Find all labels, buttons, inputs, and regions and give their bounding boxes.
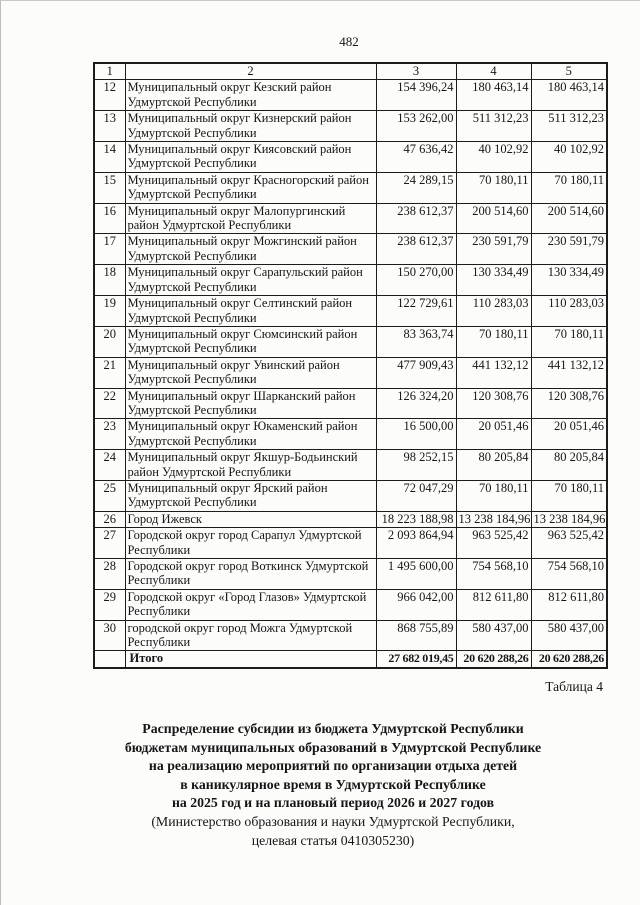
- heading-line-regular: целевая статья 0410305230): [251, 832, 415, 848]
- column-header: 4: [456, 63, 531, 80]
- budget-table: [93, 62, 608, 669]
- value-col3: 18 223 188,98: [376, 511, 456, 527]
- value-col4: 754 568,10: [456, 559, 531, 590]
- heading-line-bold: Распределение субсидии из бюджета Удмуртской Республики: [142, 721, 524, 736]
- row-number: 23: [94, 419, 125, 450]
- table-total-row: [94, 651, 607, 668]
- municipality-name: Муниципальный округ Кезский район Удмуртской Республики: [125, 80, 376, 111]
- value-col3: 153 262,00: [376, 111, 456, 142]
- table-row: [94, 528, 607, 559]
- value-col5: 80 205,84: [531, 450, 607, 481]
- row-number: 21: [94, 357, 125, 388]
- value-col4: 80 205,84: [456, 450, 531, 481]
- municipality-name: Муниципальный округ Сарапульский район Удмуртской Республики: [125, 265, 376, 296]
- column-header: 1: [94, 63, 125, 80]
- value-col4: 70 180,11: [456, 172, 531, 203]
- total-value-col4: 20 620 288,26: [456, 651, 531, 668]
- table-row: [94, 172, 607, 203]
- value-col3: 150 270,00: [376, 265, 456, 296]
- value-col5: 180 463,14: [531, 80, 607, 111]
- value-col5: 200 514,60: [531, 203, 607, 234]
- value-col5: 120 308,76: [531, 388, 607, 419]
- value-col3: 47 636,42: [376, 142, 456, 173]
- row-number: 18: [94, 265, 125, 296]
- value-col4: 230 591,79: [456, 234, 531, 265]
- heading-line-regular: (Министерство образования и науки Удмуртской Республики,: [151, 813, 515, 829]
- row-number: 29: [94, 589, 125, 620]
- value-col5: 230 591,79: [531, 234, 607, 265]
- heading-line-bold: бюджетам муниципальных образований в Удмуртской Республике: [124, 739, 542, 755]
- municipality-name: Муниципальный округ Селтинский район Удмуртской Республики: [125, 296, 376, 327]
- value-col4: 511 312,23: [456, 111, 531, 142]
- value-col4: 580 437,00: [456, 620, 531, 651]
- value-col5: 20 051,46: [531, 419, 607, 450]
- value-col5: 580 437,00: [531, 620, 607, 651]
- total-label: Итого: [125, 651, 376, 668]
- value-col5: 812 611,80: [531, 589, 607, 620]
- value-col3: 966 042,00: [376, 589, 456, 620]
- municipality-name: Городской округ город Воткинск Удмуртской Республики: [125, 559, 376, 590]
- municipality-name: Муниципальный округ Красногорский район Удмуртской Республики: [125, 172, 376, 203]
- row-number: 12: [94, 80, 125, 111]
- municipality-name: Городской округ город Сарапул Удмуртской Республики: [125, 528, 376, 559]
- table-row: [94, 419, 607, 450]
- table-row: [94, 203, 607, 234]
- total-row-empty-cell: [94, 651, 125, 668]
- row-number: 17: [94, 234, 125, 265]
- table-row: [94, 265, 607, 296]
- value-col4: 120 308,76: [456, 388, 531, 419]
- table-row: [94, 296, 607, 327]
- value-col3: 1 495 600,00: [376, 559, 456, 590]
- value-col3: 83 363,74: [376, 326, 456, 357]
- table-row: [94, 80, 607, 111]
- value-col4: 200 514,60: [456, 203, 531, 234]
- table-row: [94, 480, 607, 511]
- row-number: 28: [94, 559, 125, 590]
- row-number: 27: [94, 528, 125, 559]
- row-number: 14: [94, 142, 125, 173]
- value-col3: 238 612,37: [376, 234, 456, 265]
- table-row: [94, 388, 607, 419]
- value-col3: 24 289,15: [376, 172, 456, 203]
- value-col3: 122 729,61: [376, 296, 456, 327]
- value-col3: 126 324,20: [376, 388, 456, 419]
- value-col3: 16 500,00: [376, 419, 456, 450]
- value-col5: 13 238 184,96: [531, 511, 607, 527]
- value-col3: 72 047,29: [376, 480, 456, 511]
- value-col4: 180 463,14: [456, 80, 531, 111]
- value-col5: 40 102,92: [531, 142, 607, 173]
- table-row: [94, 589, 607, 620]
- value-col5: 70 180,11: [531, 326, 607, 357]
- value-col5: 70 180,11: [531, 172, 607, 203]
- page-number: 482: [339, 34, 359, 49]
- table-row: [94, 326, 607, 357]
- municipality-name: Муниципальный округ Малопургинский район Удмуртской Республики: [125, 203, 376, 234]
- value-col4: 812 611,80: [456, 589, 531, 620]
- value-col3: 238 612,37: [376, 203, 456, 234]
- column-header: 3: [376, 63, 456, 80]
- value-col4: 13 238 184,96: [456, 511, 531, 527]
- value-col3: 477 909,43: [376, 357, 456, 388]
- row-number: 22: [94, 388, 125, 419]
- table-row: [94, 357, 607, 388]
- municipality-name: Муниципальный округ Якшур-Бодьинский район Удмуртской Республики: [125, 450, 376, 481]
- municipality-name: Муниципальный округ Можгинский район Удмуртской Республики: [125, 234, 376, 265]
- municipality-name: Город Ижевск: [125, 511, 376, 527]
- table-row: [94, 234, 607, 265]
- value-col5: 110 283,03: [531, 296, 607, 327]
- municipality-name: Муниципальный округ Сюмсинский район Удмуртской Республики: [125, 326, 376, 357]
- value-col4: 20 051,46: [456, 419, 531, 450]
- row-number: 25: [94, 480, 125, 511]
- row-number: 20: [94, 326, 125, 357]
- table-row: [94, 620, 607, 651]
- value-col3: 2 093 864,94: [376, 528, 456, 559]
- budget-table-body: [94, 63, 607, 668]
- municipality-name: Муниципальный округ Юкаменский район Удмуртской Республики: [125, 419, 376, 450]
- row-number: 16: [94, 203, 125, 234]
- heading-line-bold: в каникулярное время в Удмуртской Республике: [180, 776, 486, 792]
- row-number: 13: [94, 111, 125, 142]
- value-col3: 154 396,24: [376, 80, 456, 111]
- municipality-name: Муниципальный округ Кизнерский район Удмуртской Республики: [125, 111, 376, 142]
- municipality-name: городской округ город Можга Удмуртской Республики: [125, 620, 376, 651]
- municipality-name: Муниципальный округ Киясовский район Удмуртской Республики: [125, 142, 376, 173]
- heading-line-bold: на реализацию мероприятий по организации отдыха детей: [148, 758, 518, 774]
- municipality-name: Муниципальный округ Ярский район Удмуртской Республики: [125, 480, 376, 511]
- heading-line-bold: на 2025 год и на плановый период 2026 и 2027 годов: [171, 795, 495, 811]
- table-row: [94, 111, 607, 142]
- value-col3: 98 252,15: [376, 450, 456, 481]
- row-number: 15: [94, 172, 125, 203]
- value-col3: 868 755,89: [376, 620, 456, 651]
- value-col4: 40 102,92: [456, 142, 531, 173]
- table-caption: Таблица 4: [545, 679, 603, 694]
- row-number: 26: [94, 511, 125, 527]
- table-row: [94, 559, 607, 590]
- document-heading: [57, 720, 609, 850]
- value-col4: 70 180,11: [456, 480, 531, 511]
- value-col5: 70 180,11: [531, 480, 607, 511]
- table-row: [94, 450, 607, 481]
- row-number: 19: [94, 296, 125, 327]
- value-col4: 963 525,42: [456, 528, 531, 559]
- municipality-name: Муниципальный округ Увинский район Удмуртской Республики: [125, 357, 376, 388]
- value-col5: 511 312,23: [531, 111, 607, 142]
- total-value-col3: 27 682 019,45: [376, 651, 456, 668]
- value-col5: 441 132,12: [531, 357, 607, 388]
- table-header-row: [94, 63, 607, 80]
- value-col4: 441 132,12: [456, 357, 531, 388]
- municipality-name: Муниципальный округ Шарканский район Удмуртской Республики: [125, 388, 376, 419]
- value-col5: 130 334,49: [531, 265, 607, 296]
- column-header: 5: [531, 63, 607, 80]
- value-col4: 70 180,11: [456, 326, 531, 357]
- row-number: 30: [94, 620, 125, 651]
- total-value-col5: 20 620 288,26: [531, 651, 607, 668]
- row-number: 24: [94, 450, 125, 481]
- municipality-name: Городской округ «Город Глазов» Удмуртской Республики: [125, 589, 376, 620]
- value-col5: 963 525,42: [531, 528, 607, 559]
- table-row: [94, 142, 607, 173]
- table-row: [94, 511, 607, 527]
- value-col4: 130 334,49: [456, 265, 531, 296]
- value-col4: 110 283,03: [456, 296, 531, 327]
- value-col5: 754 568,10: [531, 559, 607, 590]
- column-header: 2: [125, 63, 376, 80]
